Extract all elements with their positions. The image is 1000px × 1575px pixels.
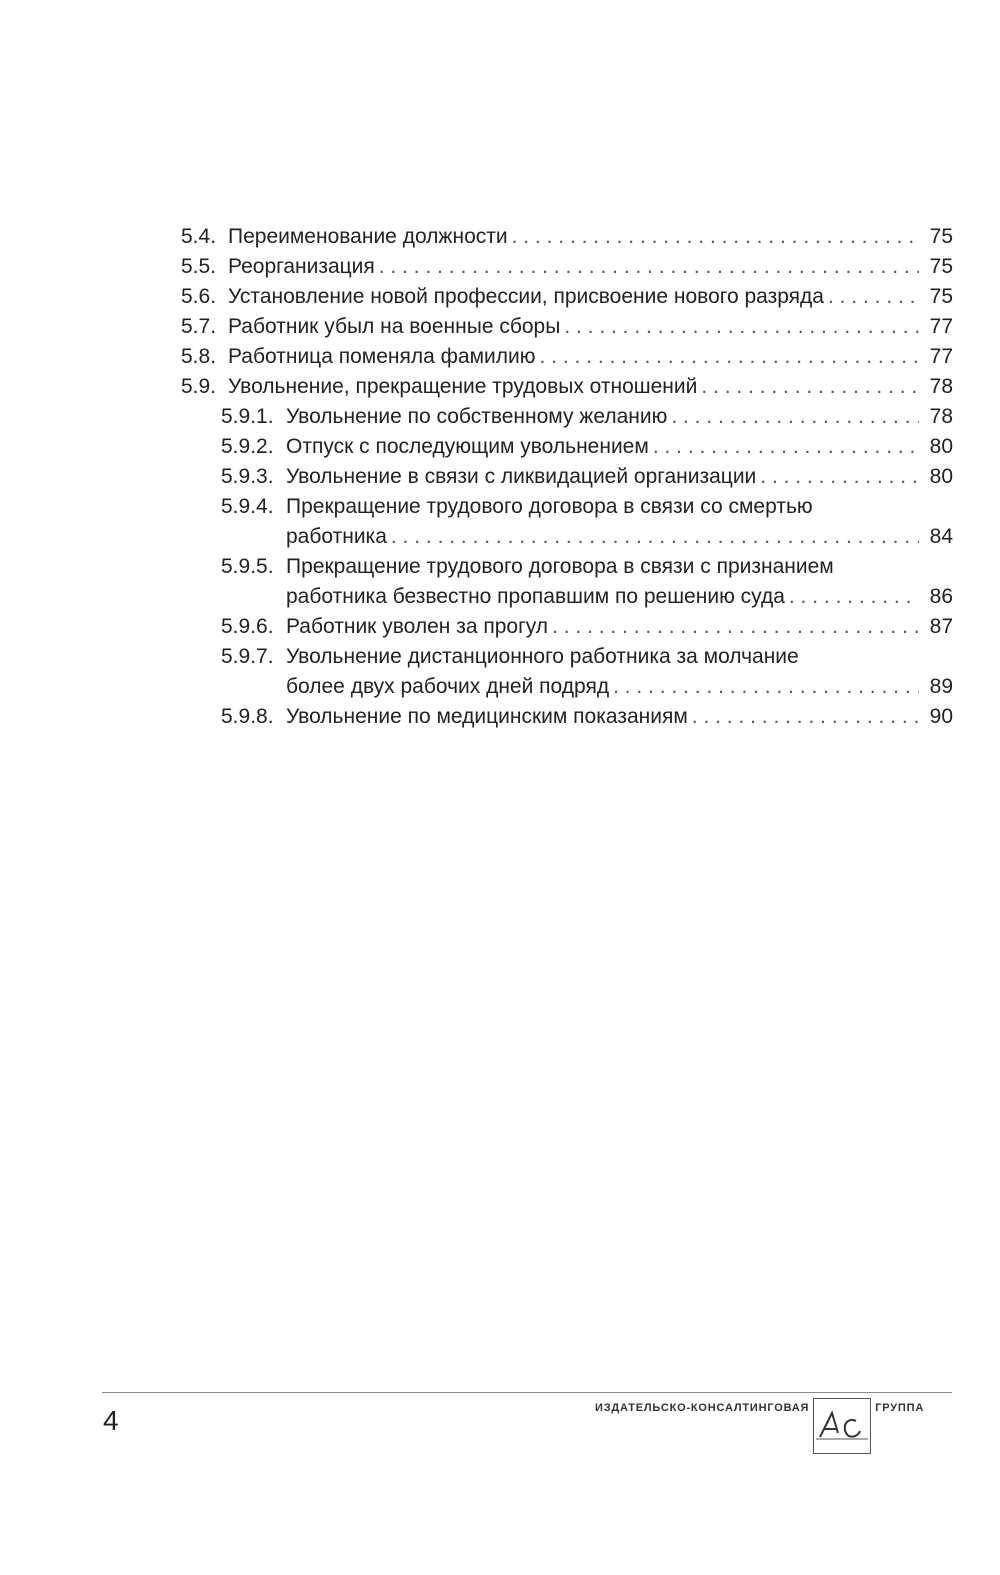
toc-page: 75 bbox=[929, 255, 953, 278]
toc-entry-5-9-8 bbox=[181, 702, 953, 732]
toc-page: 87 bbox=[929, 615, 953, 638]
toc-entry-5-4 bbox=[181, 222, 953, 252]
publisher-logo bbox=[813, 1398, 871, 1454]
toc-entry-5-7 bbox=[181, 312, 953, 342]
toc-entry-5-9-2 bbox=[181, 432, 953, 462]
dot-leader bbox=[391, 522, 919, 552]
toc-entry-5-9-4 bbox=[181, 492, 953, 552]
toc-number: 5.9.4. bbox=[221, 495, 274, 518]
toc-page: 77 bbox=[929, 315, 953, 338]
toc-title-line2: более двух рабочих дней подряд bbox=[286, 675, 610, 698]
toc-number: 5.9.2. bbox=[221, 435, 274, 458]
toc-number: 5.9.3. bbox=[221, 465, 274, 488]
toc-number: 5.9.7. bbox=[221, 645, 274, 668]
toc-number: 5.9.6. bbox=[221, 615, 274, 638]
publisher-logo-icon bbox=[814, 1399, 870, 1453]
toc-page: 80 bbox=[929, 435, 953, 458]
toc-title: Переименование должности bbox=[228, 225, 508, 248]
toc-title: Реорганизация bbox=[228, 255, 375, 278]
toc-entry-5-9-1 bbox=[181, 402, 953, 432]
toc-page: 80 bbox=[929, 465, 953, 488]
toc-number: 5.9. bbox=[181, 375, 217, 398]
toc-title: Увольнение по медицинским показаниям bbox=[286, 705, 688, 728]
dot-leader bbox=[789, 582, 919, 612]
toc-title: Работник уволен за прогул bbox=[286, 615, 549, 638]
toc-entry-5-9-7 bbox=[181, 642, 953, 702]
publisher-text-right: ГРУППА bbox=[875, 1402, 925, 1414]
toc-number: 5.4. bbox=[181, 225, 217, 248]
toc-number: 5.8. bbox=[181, 345, 217, 368]
footer-divider bbox=[102, 1392, 952, 1393]
toc-page: 75 bbox=[929, 285, 953, 308]
toc-entry-5-6 bbox=[181, 282, 953, 312]
toc-entry-5-9 bbox=[181, 372, 953, 402]
toc-number: 5.7. bbox=[181, 315, 217, 338]
page-number: 4 bbox=[103, 1405, 119, 1436]
toc-title: Работник убыл на военные сборы bbox=[228, 315, 561, 338]
toc-page: 90 bbox=[929, 705, 953, 728]
dot-leader bbox=[512, 222, 919, 252]
toc-number: 5.9.1. bbox=[221, 405, 274, 428]
dot-leader bbox=[379, 252, 919, 282]
toc-entry-5-9-3 bbox=[181, 462, 953, 492]
toc-page: 78 bbox=[929, 405, 953, 428]
toc-number: 5.9.8. bbox=[221, 705, 274, 728]
toc-page: 84 bbox=[929, 525, 953, 548]
publisher-text-left: ИЗДАТЕЛЬСКО-КОНСАЛТИНГОВАЯ bbox=[595, 1402, 810, 1414]
toc-entry-5-9-5 bbox=[181, 552, 953, 612]
toc-page: 77 bbox=[929, 345, 953, 368]
toc-entry-5-5 bbox=[181, 252, 953, 282]
toc-title-line1: Увольнение дистанционного работника за молчание bbox=[286, 645, 799, 668]
dot-leader bbox=[760, 462, 919, 492]
toc-number: 5.6. bbox=[181, 285, 217, 308]
toc-number: 5.9.5. bbox=[221, 555, 274, 578]
toc-title: Увольнение в связи с ликвидацией организации bbox=[286, 465, 757, 488]
toc-page: 89 bbox=[929, 675, 953, 698]
dot-leader bbox=[613, 672, 919, 702]
toc-title: Отпуск с последующим увольнением bbox=[286, 435, 649, 458]
toc-page: 86 bbox=[929, 585, 953, 608]
toc-title-line2: работника bbox=[286, 525, 387, 548]
toc-page: 75 bbox=[929, 225, 953, 248]
publisher-mark bbox=[595, 1398, 924, 1454]
dot-leader bbox=[701, 372, 919, 402]
toc-title: Установление новой профессии, присвоение нового разряда bbox=[228, 285, 824, 308]
table-of-contents bbox=[181, 222, 953, 732]
dot-leader bbox=[671, 402, 919, 432]
dot-leader bbox=[692, 702, 919, 732]
toc-title: Увольнение, прекращение трудовых отношений bbox=[228, 375, 698, 398]
toc-number: 5.5. bbox=[181, 255, 217, 278]
toc-title: Работница поменяла фамилию bbox=[228, 345, 536, 368]
dot-leader bbox=[539, 342, 919, 372]
toc-title-line1: Прекращение трудового договора в связи со смертью bbox=[286, 495, 813, 518]
dot-leader bbox=[564, 312, 919, 342]
toc-entry-5-9-6 bbox=[181, 612, 953, 642]
dot-leader bbox=[552, 612, 919, 642]
toc-title-line1: Прекращение трудового договора в связи с признанием bbox=[286, 555, 834, 578]
toc-entry-5-8 bbox=[181, 342, 953, 372]
toc-page: 78 bbox=[929, 375, 953, 398]
toc-title-line2: работника безвестно пропавшим по решению суда bbox=[286, 585, 785, 608]
toc-title: Увольнение по собственному желанию bbox=[286, 405, 668, 428]
dot-leader bbox=[653, 432, 919, 462]
dot-leader bbox=[828, 282, 919, 312]
